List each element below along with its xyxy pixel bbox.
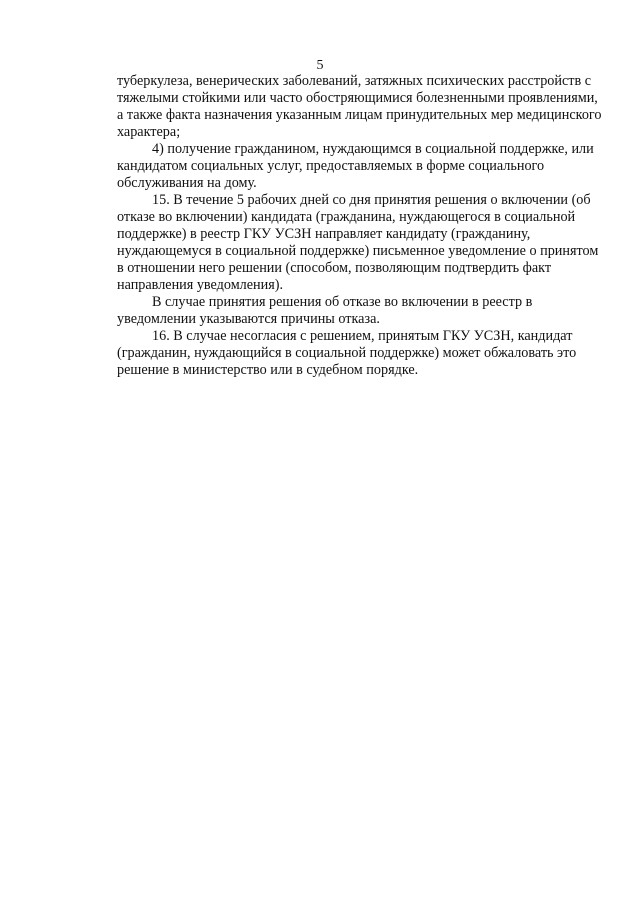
text-line: нуждающемуся в социальной поддержке) письменное уведомление о принятом xyxy=(117,243,599,259)
text-line: в отношении него решении (способом, позволяющим подтвердить факт xyxy=(117,260,552,276)
page-number: 5 xyxy=(316,58,324,73)
text-line: тяжелыми стойкими или часто обостряющимися болезненными проявлениями, xyxy=(117,90,598,106)
text-line: 15. В течение 5 рабочих дней со дня принятия решения о включении (об xyxy=(152,192,591,208)
document-body xyxy=(117,73,602,379)
text-line: В случае принятия решения об отказе во включении в реестр в xyxy=(152,294,533,310)
text-line: поддержке) в реестр ГКУ УСЗН направляет кандидату (гражданину, xyxy=(117,226,531,242)
text-line: 4) получение гражданином, нуждающимся в социальной поддержке, или xyxy=(152,141,594,157)
text-line: а также факта назначения указанным лицам принудительных мер медицинского xyxy=(117,107,602,123)
text-line: характера; xyxy=(117,124,181,140)
text-line: 16. В случае несогласия с решением, принятым ГКУ УСЗН, кандидат xyxy=(152,328,573,344)
text-line: решение в министерство или в судебном порядке. xyxy=(117,362,419,378)
text-line: туберкулеза, венерических заболеваний, затяжных психических расстройств с xyxy=(117,73,592,89)
text-line: уведомлении указываются причины отказа. xyxy=(117,311,380,327)
text-line: кандидатом социальных услуг, предоставляемых в форме социального xyxy=(117,158,545,174)
text-line: направления уведомления). xyxy=(117,277,284,293)
text-line: отказе во включении) кандидата (гражданина, нуждающегося в социальной xyxy=(117,209,576,225)
text-line: обслуживания на дому. xyxy=(117,175,257,191)
text-line: (гражданин, нуждающийся в социальной поддержке) может обжаловать это xyxy=(117,345,577,361)
